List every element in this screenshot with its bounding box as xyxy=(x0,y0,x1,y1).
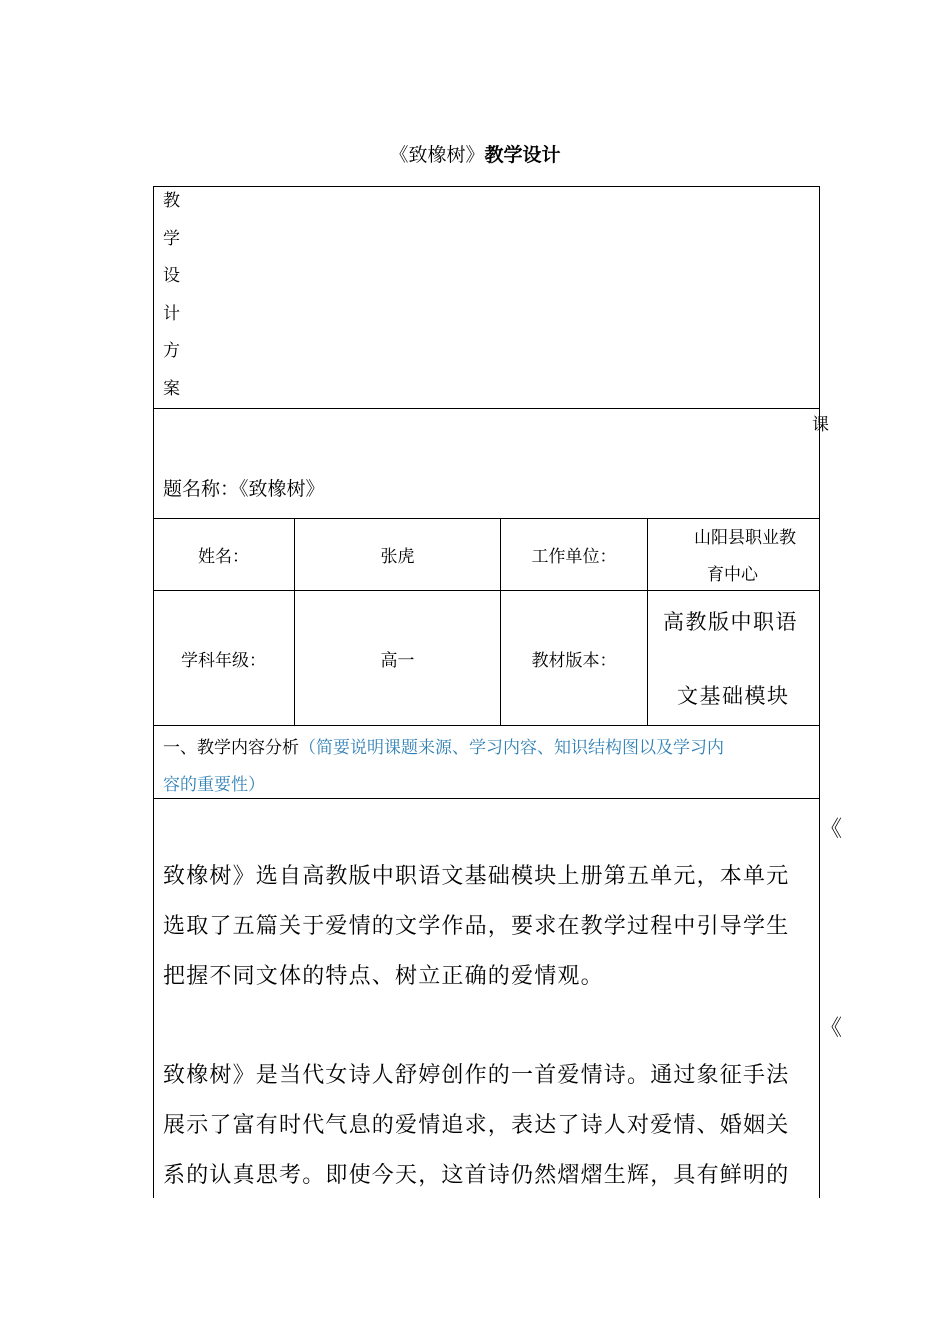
title-suffix: 教学设计 xyxy=(484,144,561,166)
textbook-value-line1: 高教版中职语 xyxy=(663,610,798,634)
course-name: 题名称：《致橡树》 xyxy=(163,478,325,500)
unit-value xyxy=(648,519,820,590)
title-book-name: 《致橡树》 xyxy=(389,144,485,166)
unit-value-line1: 山阳县职业教 xyxy=(694,528,796,548)
header-char: 计 xyxy=(163,303,180,324)
vertical-header xyxy=(163,188,187,413)
paragraph-line: 把握不同文体的特点、树立正确的爱情观。 xyxy=(163,964,604,989)
paragraph-line: 选取了五篇关于爱情的文学作品，要求在教学过程中引导学生 xyxy=(163,914,790,939)
paragraph-1 xyxy=(163,852,813,1002)
grade-label: 学科年级： xyxy=(181,650,266,671)
paragraph-open-quote: 《 xyxy=(820,817,843,842)
textbook-value-line2: 文基础模块 xyxy=(677,684,790,708)
paragraph-2 xyxy=(163,1051,813,1201)
textbook-value xyxy=(648,591,820,725)
unit-value-line2: 育中心 xyxy=(707,565,758,585)
document-title xyxy=(0,140,950,167)
unit-label: 工作单位： xyxy=(531,547,617,567)
section-hint: （简要说明课题来源、学习内容、知识结构图以及学习内 xyxy=(299,738,724,758)
name-label: 姓名： xyxy=(198,547,249,567)
name-value: 张虎 xyxy=(380,547,415,567)
section-heading xyxy=(163,730,818,804)
section-title: 一、教学内容分析 xyxy=(163,738,299,758)
paragraph-line: 系的认真思考。即使今天，这首诗仍然熠熠生辉，具有鲜明的 xyxy=(163,1163,790,1188)
header-char: 案 xyxy=(163,378,180,399)
row-divider xyxy=(153,725,820,726)
header-char: 教 xyxy=(163,191,180,211)
paragraph-line: 致橡树》选自高教版中职语文基础模块上册第五单元，本单元 xyxy=(163,864,790,889)
paragraph-line: 展示了富有时代气息的爱情追求，表达了诗人对爱情、婚姻关 xyxy=(163,1113,790,1138)
paragraph-open-quote: 《 xyxy=(820,1016,843,1041)
header-char: 设 xyxy=(163,266,180,286)
header-char: 学 xyxy=(163,228,180,249)
row-divider xyxy=(153,408,820,409)
paragraph-line: 致橡树》是当代女诗人舒婷创作的一首爱情诗。通过象征手法 xyxy=(163,1063,790,1088)
textbook-label: 教材版本： xyxy=(531,650,617,671)
header-char: 方 xyxy=(163,341,180,361)
course-label-start: 课 xyxy=(812,415,829,435)
grade-value: 高一 xyxy=(380,650,415,671)
section-hint-continued: 容的重要性） xyxy=(163,775,265,795)
